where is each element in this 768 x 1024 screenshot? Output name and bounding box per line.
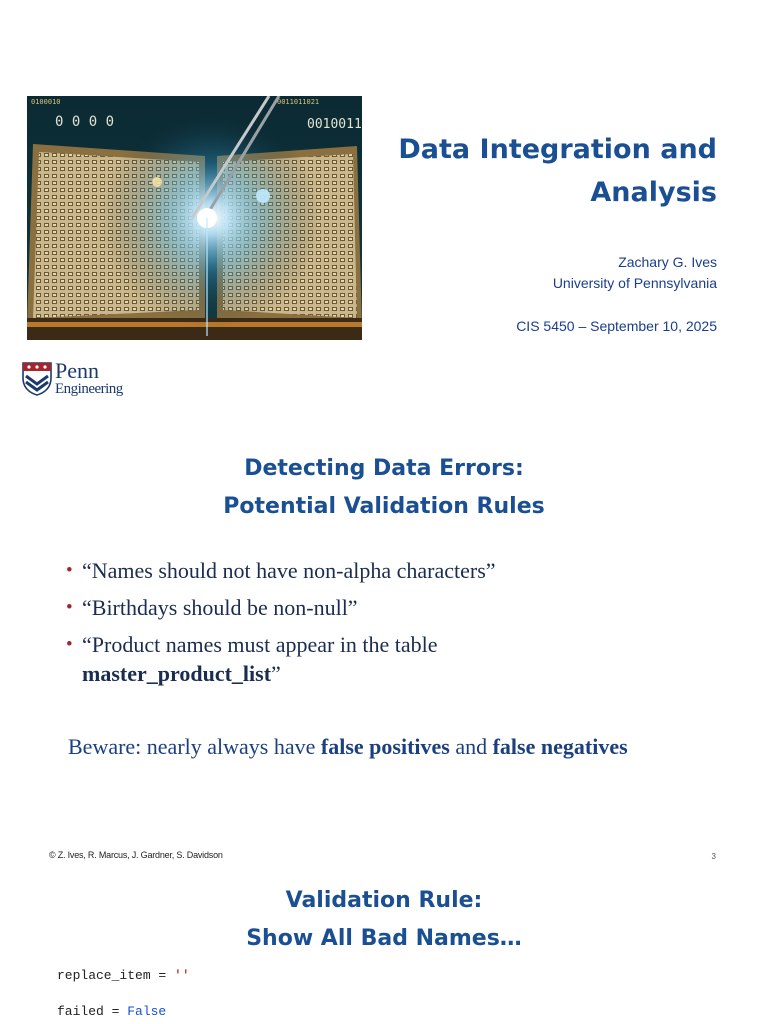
bullet-list [66, 556, 726, 696]
bullet-item [66, 556, 726, 585]
bullet-item [66, 630, 726, 688]
false-negatives-text: false negatives [492, 734, 628, 759]
logo-penn-text: Penn [55, 358, 99, 383]
title-slide [0, 0, 768, 420]
bad-names-slide [0, 870, 768, 1024]
course-date: CIS 5450 – September 10, 2025 [516, 318, 717, 334]
code-line [57, 968, 190, 984]
heading-line-2: Show All Bad Names… [246, 926, 522, 951]
heading-line-1: Validation Rule: [285, 888, 483, 913]
logo-engineering-text: Engineering [55, 381, 123, 397]
beware-prefix: Beware: nearly always have [68, 734, 321, 759]
code-var: replace_item = [57, 968, 175, 983]
closing-quote: ” [271, 661, 281, 686]
code-string: '' [174, 968, 190, 983]
hero-image [27, 96, 362, 340]
penn-engineering-logo [22, 360, 142, 402]
svg-text:0010011: 0010011 [307, 117, 362, 132]
bullet-dot-icon: • [66, 597, 73, 618]
slide-heading [0, 450, 768, 526]
validation-rules-slide [0, 430, 768, 870]
bullet-text: “Birthdays should be non-null” [82, 595, 358, 620]
heading-line-2: Potential Validation Rules [223, 494, 545, 519]
slide-heading [0, 882, 768, 958]
code-line [57, 1004, 166, 1020]
svg-text:0 0 0 0: 0 0 0 0 [55, 114, 115, 130]
false-positives-text: false positives [320, 734, 450, 759]
heading-line-1: Detecting Data Errors: [244, 456, 524, 481]
title-line-2: Analysis [590, 177, 717, 208]
svg-text:0011011021: 0011011021 [277, 98, 320, 106]
bullet-dot-icon: • [66, 560, 73, 581]
bullet-text: “Names should not have non-alpha characters” [82, 558, 496, 583]
title-line-1: Data Integration and [398, 134, 717, 165]
author-name: Zachary G. Ives [618, 254, 717, 270]
penn-shield-icon [22, 362, 52, 396]
table-name: master_product_list [82, 661, 272, 686]
beware-and: and [449, 734, 493, 759]
circuit-board-illustration [27, 96, 362, 340]
copyright-footer: © Z. Ives, R. Marcus, J. Gardner, S. Davidson [49, 850, 223, 860]
affiliation: University of Pennsylvania [552, 275, 717, 291]
bullet-text: “Product names must appear in the table [82, 632, 438, 657]
presentation-title [357, 128, 717, 214]
beware-note [68, 732, 668, 761]
bullet-dot-icon: • [66, 634, 73, 655]
page-number: 3 [711, 852, 716, 861]
binary-text: 0100010 [31, 98, 61, 106]
bullet-item [66, 593, 726, 622]
code-var: failed = [57, 1004, 128, 1019]
code-keyword: False [127, 1004, 167, 1019]
